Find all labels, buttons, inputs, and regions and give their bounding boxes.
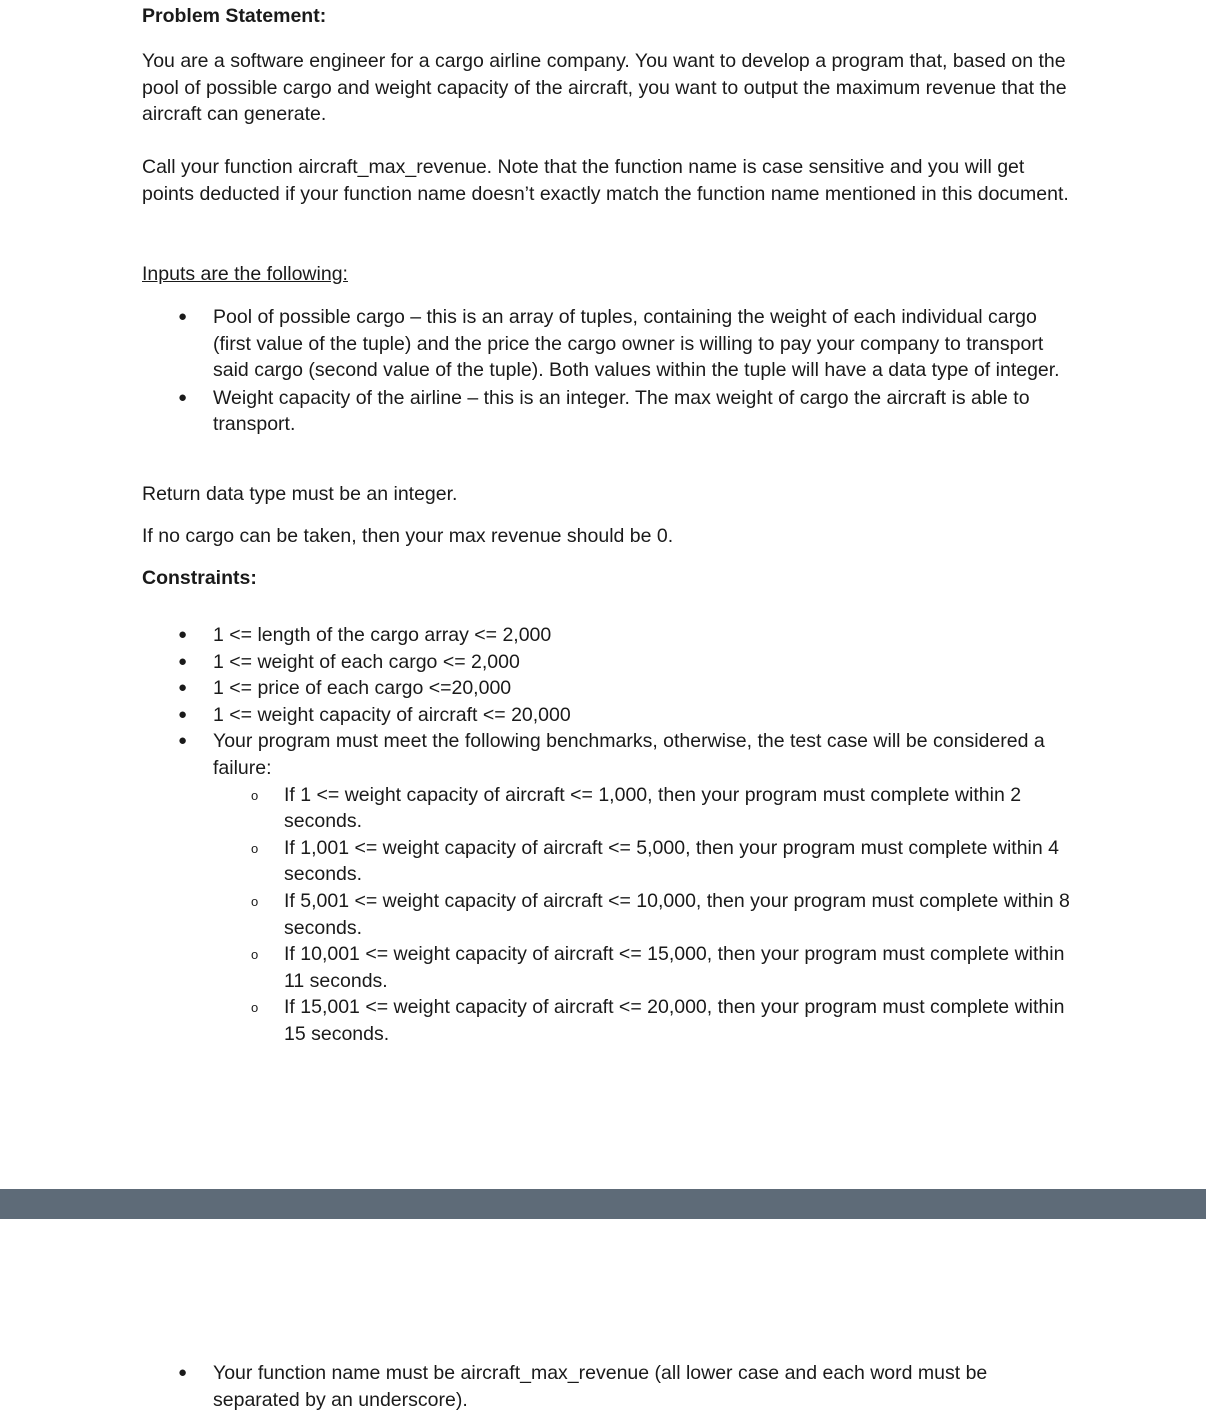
bullet-icon: ● (178, 1364, 188, 1381)
list-item (213, 994, 1072, 1047)
sub-bullet-icon: o (251, 840, 259, 856)
benchmark-2: If 1,001 <= weight capacity of aircraft <= 5,000, then your program must complete within 4 seconds. (284, 836, 1060, 886)
benchmark-1: If 1 <= weight capacity of aircraft <= 1,000, then your program must complete within 2 seconds. (284, 783, 1022, 833)
list-item (142, 304, 1072, 384)
input-item-weight-capacity: Weight capacity of the airline – this is an integer. The max weight of cargo the aircraft is able to transport. (213, 386, 1030, 436)
list-item (213, 941, 1072, 994)
bullet-icon: ● (178, 652, 188, 670)
constraint-cargo-array-length: 1 <= length of the cargo array <= 2,000 (213, 624, 552, 646)
sub-bullet-icon: o (251, 787, 259, 803)
bullet-icon: ● (178, 705, 188, 723)
benchmark-5: If 15,001 <= weight capacity of aircraft <= 20,000, then your program must complete within 15 seconds. (284, 996, 1065, 1045)
bullet-icon: ● (178, 388, 188, 406)
constraint-aircraft-capacity: 1 <= weight capacity of aircraft <= 20,000 (213, 703, 571, 726)
bullet-icon: ● (178, 732, 188, 750)
bullet-icon: ● (178, 308, 188, 325)
list-item (142, 728, 1072, 1047)
problem-paragraph-2: Call your function aircraft_max_revenue. Note that the function name is case sensitive and you will get points deducted if your function name doesn’t exactly match the function name mentioned in this document. (142, 156, 1069, 205)
bullet-icon: ● (178, 626, 188, 643)
list-item (142, 385, 1072, 438)
constraint-cargo-weight: 1 <= weight of each cargo <= 2,000 (213, 650, 520, 673)
bullet-icon: ● (178, 679, 188, 697)
list-item (142, 675, 1072, 702)
list-item (142, 649, 1072, 676)
list-item (213, 835, 1072, 888)
page-separator (0, 1189, 1206, 1219)
inputs-list (142, 304, 1072, 438)
sub-bullet-icon: o (251, 1000, 259, 1016)
list-item (213, 888, 1072, 941)
constraint-benchmarks-intro: Your program must meet the following benchmarks, otherwise, the test case will be considered a failure: (213, 730, 1045, 779)
list-item (142, 1360, 1072, 1413)
return-type-text: Return data type must be an integer. (142, 483, 458, 505)
function-name-requirement: Your function name must be aircraft_max_revenue (all lower case and each word must be separated by an underscore). (213, 1362, 988, 1411)
sub-bullet-icon: o (251, 947, 259, 963)
constraints-heading: Constraints: (142, 567, 257, 589)
sub-bullet-icon: o (251, 893, 259, 909)
function-name-list (142, 1360, 1072, 1413)
constraint-cargo-price: 1 <= price of each cargo <=20,000 (213, 677, 512, 700)
list-item (142, 622, 1072, 649)
benchmark-4: If 10,001 <= weight capacity of aircraft <= 15,000, then your program must complete within 11 seconds. (284, 943, 1065, 992)
list-item (213, 782, 1072, 835)
constraints-list (142, 622, 1072, 1048)
problem-paragraph-1: You are a software engineer for a cargo airline company. You want to develop a program that, based on the pool of possible cargo and weight capacity of the aircraft, you want to output the maximum revenue that the aircraft can generate. (142, 50, 1067, 126)
no-cargo-text: If no cargo can be taken, then your max revenue should be 0. (142, 525, 674, 547)
problem-statement-heading: Problem Statement: (142, 5, 327, 27)
input-item-cargo-pool: Pool of possible cargo – this is an array of tuples, containing the weight of each individual cargo (first value of the tuple) and the price the cargo owner is willing to pay your company to transport said cargo (second value of the tuple). Both values within the tuple will have a data type of integer. (213, 306, 1060, 382)
list-item (142, 702, 1072, 729)
benchmarks-list (213, 782, 1072, 1048)
benchmark-3: If 5,001 <= weight capacity of aircraft <= 10,000, then your program must complete within 8 seconds. (284, 889, 1070, 939)
inputs-heading: Inputs are the following: (142, 263, 348, 285)
document-page-2 (0, 1219, 1206, 1428)
